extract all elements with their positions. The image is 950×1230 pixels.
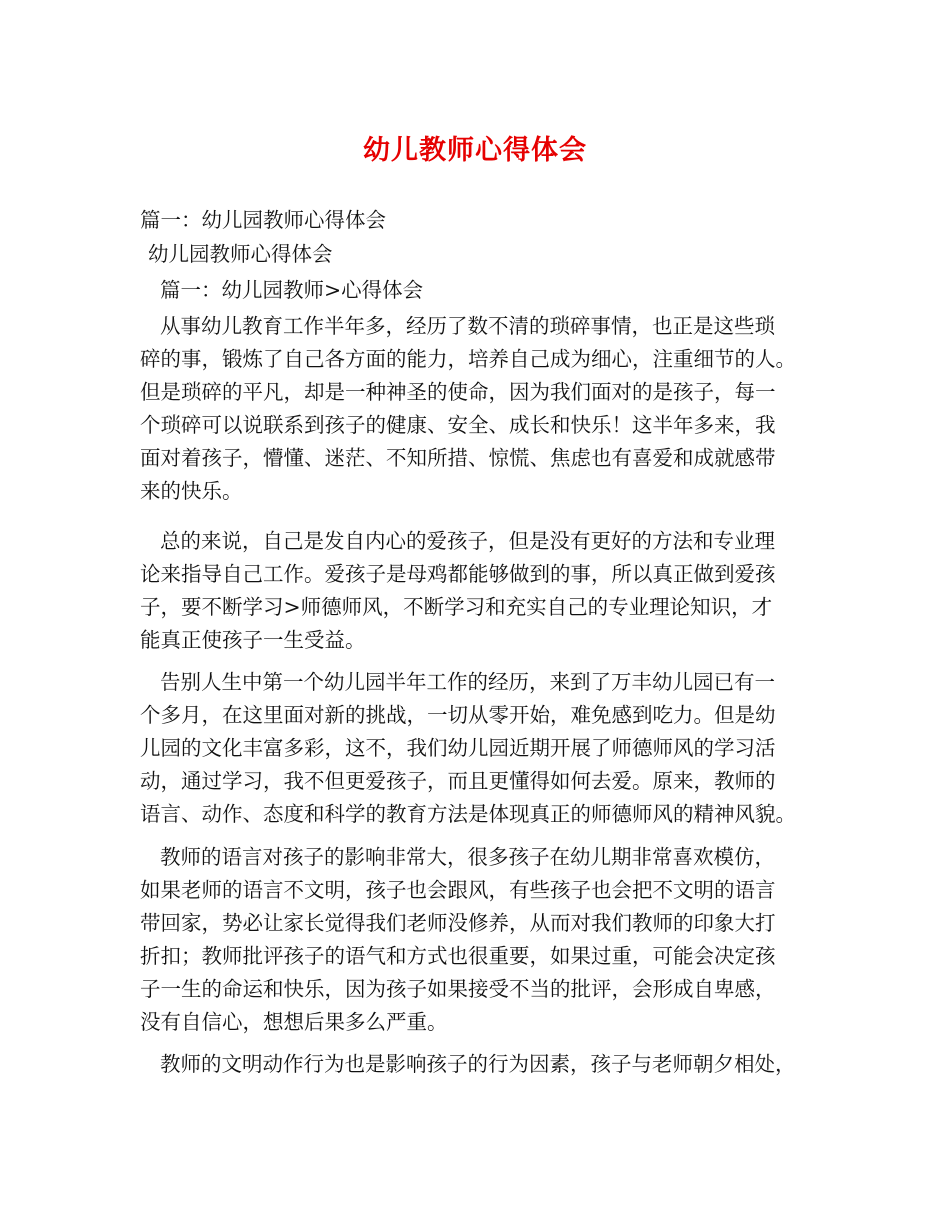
paragraph-line: 能真正使孩子一生受益。 — [140, 628, 366, 652]
paragraph-line: 论来指导自己工作。爱孩子是母鸡都能够做到的事，所以真正做到爱孩 — [140, 562, 776, 586]
section-heading: 篇一：幼儿园教师心得体会 — [140, 208, 386, 232]
paragraph-line: 子一生的命运和快乐，因为孩子如果接受不当的批评，会形成自卑感， — [140, 977, 776, 1001]
paragraph-line: 子，要不断学习>师德师风，不断学习和充实自己的专业理论知识，才 — [140, 595, 773, 619]
paragraph-line: 碎的事，锻炼了自己各方面的能力，培养自己成为细心，注重细节的人。 — [140, 347, 796, 371]
document-title: 幼儿教师心得体会 — [363, 135, 587, 166]
paragraph-line: 个多月，在这里面对新的挑战，一切从零开始，难免感到吃力。但是幼 — [140, 703, 776, 727]
paragraph-line: 告别人生中第一个幼儿园半年工作的经历，来到了万丰幼儿园已有一 — [160, 670, 775, 694]
paragraph-line: 但是琐碎的平凡，却是一种神圣的使命，因为我们面对的是孩子，每一 — [140, 380, 776, 404]
paragraph-line: 面对着孩子，懵懂、迷茫、不知所措、惊慌、焦虑也有喜爱和成就感带 — [140, 446, 776, 470]
paragraph-line: 带回家，势必让家长觉得我们老师没修养，从而对我们教师的印象大打 — [140, 911, 776, 935]
paragraph-line: 没有自信心，想想后果多么严重。 — [140, 1010, 448, 1034]
paragraph-line: 儿园的文化丰富多彩，这不，我们幼儿园近期开展了师德师风的学习活 — [140, 736, 776, 760]
paragraph-line: 教师的文明动作行为也是影响孩子的行为因素，孩子与老师朝夕相处， — [160, 1052, 796, 1076]
subheading: 篇一：幼儿园教师>心得体会 — [160, 278, 424, 302]
paragraph-line: 折扣；教师批评孩子的语气和方式也很重要，如果过重，可能会决定孩 — [140, 944, 776, 968]
paragraph-line: 语言、动作、态度和科学的教育方法是体现真正的师德师风的精神风貌。 — [140, 802, 796, 826]
paragraph-line: 来的快乐。 — [140, 479, 243, 503]
paragraph-line: 个琐碎可以说联系到孩子的健康、安全、成长和快乐！这半年多来，我 — [140, 413, 776, 437]
paragraph-line: 从事幼儿教育工作半年多，经历了数不清的琐碎事情，也正是这些琐 — [160, 314, 775, 338]
paragraph-line: 动，通过学习，我不但更爱孩子，而且更懂得如何去爱。原来，教师的 — [140, 769, 776, 793]
paragraph-line: 如果老师的语言不文明，孩子也会跟风，有些孩子也会把不文明的语言 — [140, 878, 776, 902]
paragraph-line: 教师的语言对孩子的影响非常大，很多孩子在幼儿期非常喜欢模仿， — [160, 845, 775, 869]
paragraph-line: 总的来说，自己是发自内心的爱孩子，但是没有更好的方法和专业理 — [160, 529, 775, 553]
subheading: 幼儿园教师心得体会 — [148, 242, 333, 266]
